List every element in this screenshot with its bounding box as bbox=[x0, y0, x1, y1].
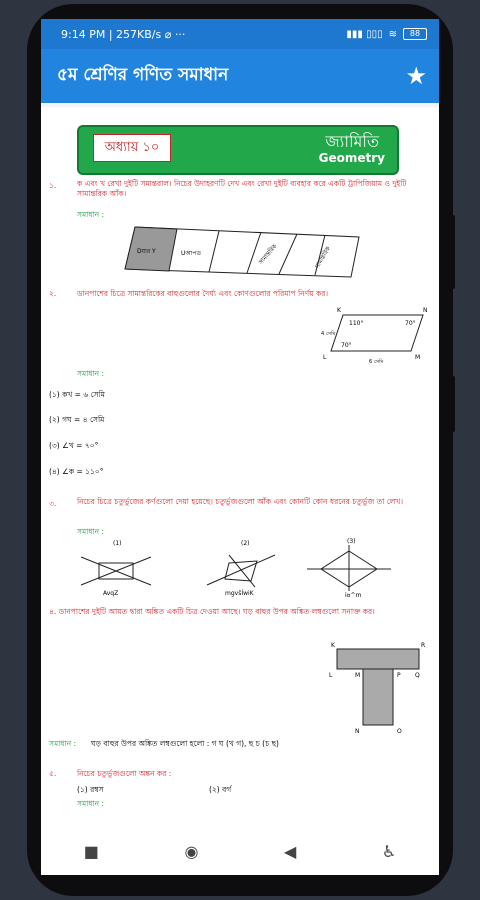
q2-solution-label: সমাধান : bbox=[77, 369, 105, 378]
q2-answer-1: (১) কখ = ৬ সেমি bbox=[49, 390, 105, 399]
svg-text:M: M bbox=[415, 354, 421, 361]
q1-label-1: Dযার Y bbox=[137, 248, 156, 255]
q1-label-2: Uআপড bbox=[181, 250, 201, 257]
svg-text:6 সেমি: 6 সেমি bbox=[369, 359, 384, 365]
topic-bn: জ্যামিতি bbox=[325, 132, 379, 151]
svg-text:N: N bbox=[423, 307, 428, 314]
q5-num: ৫. bbox=[49, 769, 57, 778]
back-icon[interactable]: ◀ bbox=[284, 841, 297, 861]
status-left: 9:14 PM | 257KB/s ⌀ ··· bbox=[61, 27, 186, 41]
q3-solution-label: সমাধান : bbox=[77, 527, 105, 536]
q5-option-1: (১) রম্বস bbox=[77, 785, 104, 794]
q2-answer-4: (৪) ∠ক = ১১০° bbox=[49, 467, 104, 476]
q5-text: নিচের চতুর্ভুজগুলো অঙ্কন কর : bbox=[77, 769, 172, 778]
q3-diagonals-figure bbox=[79, 537, 419, 597]
home-icon[interactable]: ◉ bbox=[184, 841, 199, 861]
q5-option-2: (২) বর্গ bbox=[209, 785, 232, 794]
q2-text: ডানপাশের চিত্রে সামান্তরিকের বাহুগুলোর দৈর্ঘ্য এবং কোণগুলোর পরিমাপ নির্ণয় কর। bbox=[77, 289, 329, 298]
q1-solution-label: সমাধান : bbox=[77, 210, 105, 219]
system-nav-bar bbox=[41, 827, 439, 875]
svg-text:Q: Q bbox=[415, 672, 420, 679]
svg-text:mgvšÍwiK: mgvšÍwiK bbox=[225, 590, 254, 597]
signal-icon: ▮▮▮ ▯▯▯ bbox=[346, 28, 383, 40]
content-area[interactable] bbox=[41, 103, 439, 827]
recent-apps-icon[interactable]: ■ bbox=[83, 841, 99, 861]
status-bar bbox=[41, 19, 439, 49]
q2-answer-3: (৩) ∠খ = ৭০° bbox=[49, 441, 99, 450]
topic-en: Geometry bbox=[318, 151, 385, 165]
q4-text: ৪. ডানপাশের দুইটি আয়ত দ্বারা অঙ্কিত একটি চিত্র দেওয়া আছে। ঘড় বাহুর উপর অঙ্কিত লম্বগুলো সনাক্ত কর। bbox=[49, 607, 375, 616]
svg-text:O: O bbox=[397, 728, 402, 735]
svg-text:N: N bbox=[355, 728, 360, 735]
q1-num: ১. bbox=[49, 181, 57, 190]
document-page bbox=[41, 107, 439, 827]
power-button bbox=[451, 376, 455, 432]
svg-text:M: M bbox=[355, 672, 361, 679]
q4-solution-text: ঘড় বাহুর উপর অঙ্কিত লম্বগুলো হলো : গ ঘ (খ গ), ছ চ (চ ছ) bbox=[91, 739, 279, 748]
svg-text:(3): (3) bbox=[347, 538, 356, 545]
chapter-banner bbox=[77, 125, 399, 175]
q2-answer-2: (২) গঘ = ৪ সেমি bbox=[49, 415, 105, 424]
favorite-star-icon[interactable]: ★ bbox=[405, 62, 427, 90]
q5-solution-label: সমাধান : bbox=[77, 799, 105, 808]
battery-icon: 88 bbox=[403, 28, 427, 40]
q4-solution-label: সমাধান : bbox=[49, 739, 77, 748]
svg-text:70°: 70° bbox=[341, 342, 352, 349]
svg-text:i¤^m: i¤^m bbox=[345, 592, 362, 599]
svg-text:L: L bbox=[329, 672, 333, 679]
svg-text:AvqZ: AvqZ bbox=[103, 590, 119, 597]
q1-label-4: সামান্তরিক bbox=[313, 245, 332, 270]
svg-text:4 সেমি: 4 সেমি bbox=[321, 331, 336, 337]
q2-parallelogram-figure bbox=[323, 303, 433, 373]
svg-text:K: K bbox=[337, 307, 341, 314]
svg-text:(2): (2) bbox=[241, 540, 250, 547]
svg-text:K: K bbox=[331, 642, 335, 649]
accessibility-icon[interactable]: ♿ bbox=[381, 841, 397, 861]
svg-text:(1): (1) bbox=[113, 540, 122, 547]
q4-rectangles-figure bbox=[323, 639, 433, 739]
app-bar bbox=[41, 49, 439, 103]
svg-text:R: R bbox=[421, 642, 426, 649]
chapter-chip: অধ্যায় ১০ bbox=[93, 134, 171, 162]
svg-text:L: L bbox=[323, 354, 327, 361]
svg-text:P: P bbox=[397, 672, 401, 679]
svg-text:70°: 70° bbox=[405, 320, 416, 327]
q3-num: ৩. bbox=[49, 499, 57, 508]
q3-text: নিচের চিত্রে চতুর্ভুজের কর্ণগুলো দেয়া হয়েছে। চতুর্ভুজগুলো আঁক এবং কোনটি কোন ধরনের চতুর্ভুজ তা লেখ। bbox=[77, 497, 403, 506]
wifi-icon: ≋ bbox=[388, 28, 397, 40]
q1-label-3: সামান্তরিক bbox=[257, 242, 279, 266]
svg-text:110°: 110° bbox=[349, 320, 364, 327]
app-title: ৫ম শ্রেণির গণিত সমাধান bbox=[57, 65, 229, 85]
screen bbox=[41, 19, 439, 875]
q1-text: ক এবং খ রেখা দুইটি সমান্তরাল। নিচের উদাহরণটি দেখ এবং রেখা দুইটি ব্যবহার করে একটি ট্রাপিজিয়াম ও দুইটি সামান্তরিক আঁক। bbox=[77, 179, 407, 198]
q1-trapezium-figure bbox=[121, 219, 371, 279]
volume-button bbox=[451, 215, 455, 289]
q2-num: ২. bbox=[49, 289, 57, 298]
